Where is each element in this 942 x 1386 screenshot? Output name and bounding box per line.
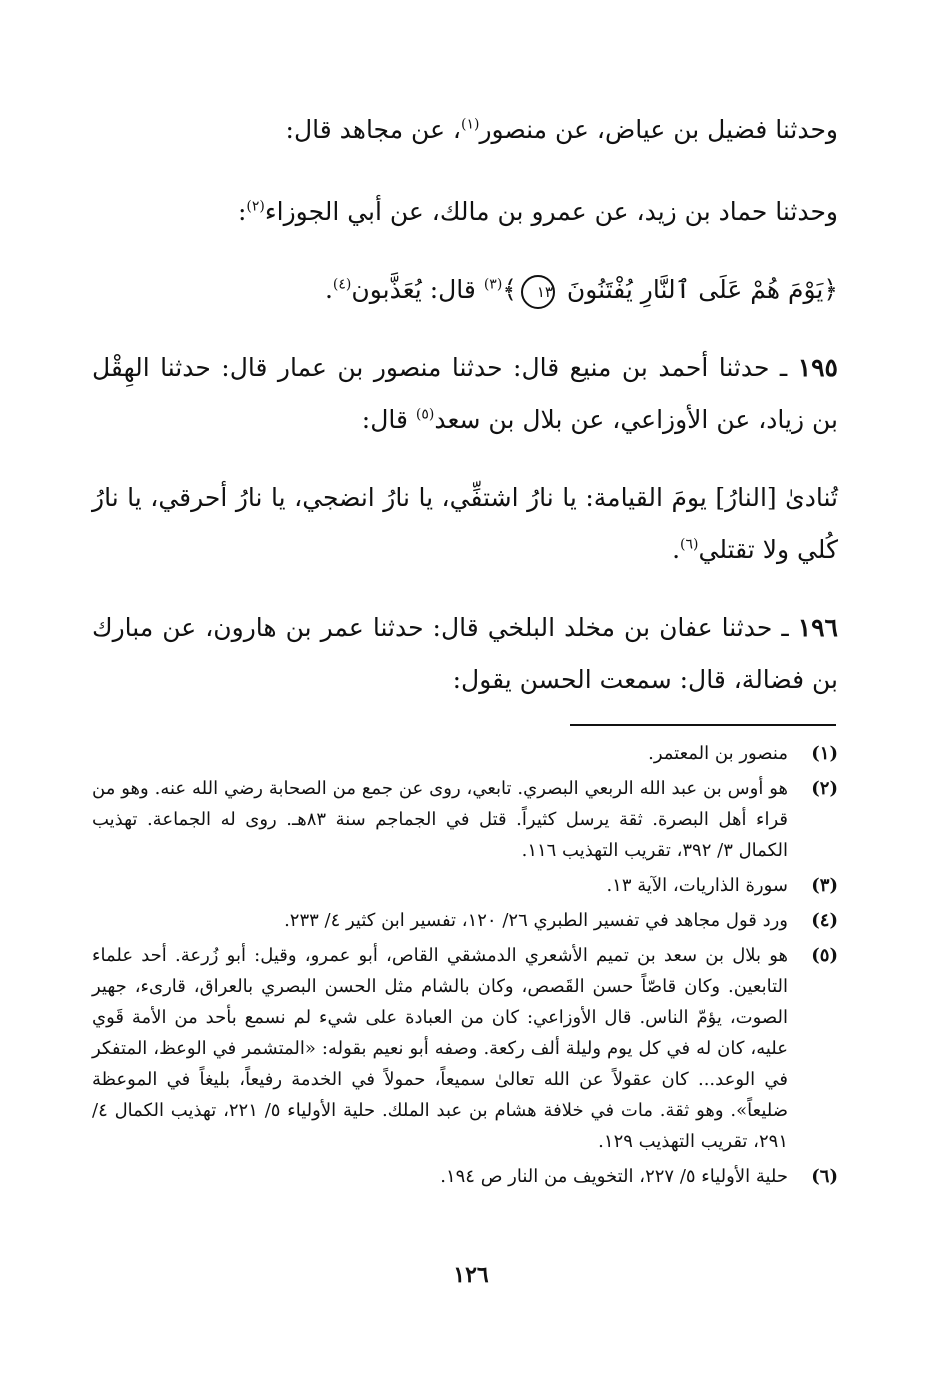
footnote-ref-1[interactable]: (١): [461, 116, 480, 133]
footnotes-list: [92, 738, 838, 1196]
footnote-separator: [570, 724, 836, 726]
footnote-ref-2[interactable]: (٢): [246, 198, 265, 215]
footnote-text: منصور بن المعتمر.: [648, 743, 788, 764]
footnote-ref-5[interactable]: (٥): [415, 406, 435, 423]
footnote-item: [92, 773, 838, 866]
footnote-item: [92, 1161, 838, 1192]
paragraph-hadith-195-matn: [92, 472, 838, 576]
footnote-ref-6[interactable]: (٦): [680, 536, 699, 553]
paragraph-chain-1: [92, 104, 838, 156]
hadith-number-196: ١٩٦: [797, 613, 838, 642]
footnote-mark: (٣): [811, 875, 838, 896]
quran-verse: ﴿يَوْمَ هُمْ عَلَى ٱلنَّارِ يُفْتَنُونَ: [566, 275, 838, 304]
paragraph-hadith-196: [92, 602, 838, 706]
hadith-195-text: تُنادىٰ [النارُ] يومَ القيامة: يا نارُ اشتفِّي، يا نارُ انضجي، يا نارُ أحرقي، يا نارُ كُلي ولا تقتلي: [92, 483, 838, 564]
footnote-mark: (٥): [811, 945, 838, 966]
verse-commentary: قال: يُعَذَّبون: [351, 275, 484, 304]
hadith-196-chain: ـ حدثنا عفان بن مخلد البلخي قال: حدثنا عمر بن هارون، عن مبارك بن فضالة، قال: سمعت الحسن يقول:: [92, 613, 838, 694]
footnote-item: [92, 940, 838, 1157]
paragraph-verse: [92, 264, 838, 316]
footnote-ref-4[interactable]: (٤): [332, 276, 352, 293]
footnote-item: [92, 738, 838, 769]
chain-1-text: وحدثنا فضيل بن عياض، عن منصور: [479, 115, 838, 144]
paragraph-hadith-195: [92, 342, 838, 446]
paragraph-chain-2: [92, 186, 838, 238]
verse-end: .: [324, 275, 333, 304]
hadith-195-end: قال:: [361, 405, 416, 434]
footnote-mark: (١): [811, 743, 838, 764]
footnote-text: حلية الأولياء ٥/ ٢٢٧، التخويف من النار ص ١٩٤.: [440, 1166, 788, 1187]
verse-number-marker: ١٣: [521, 275, 555, 309]
footnote-text: سورة الذاريات، الآية ١٣.: [606, 875, 788, 896]
footnote-text: هو أوس بن عبد الله الربعي البصري. تابعي، روى عن جمع من الصحابة رضي الله عنه. وهو من قراء أهل البصرة. ثقة يرسل كثيراً. قتل في الجماجم سنة ٨٣هـ. روى له الجماعة. تهذيب الكمال ٣/ ٣٩٢، تقريب التهذيب ١١٦.: [92, 778, 788, 861]
hadith-number-195: ١٩٥: [797, 353, 838, 382]
footnote-ref-3[interactable]: (٣): [483, 276, 503, 293]
hadith-195-text-end: .: [672, 535, 681, 564]
chain-2-end: :: [237, 197, 247, 226]
hadith-195-chain: ـ حدثنا أحمد بن منيع قال: حدثنا منصور بن عمار قال: حدثنا الهِقْل بن زياد، عن الأوزاعي، عن بلال بن سعد: [92, 353, 838, 434]
verse-close-bracket: ﴾: [502, 275, 517, 304]
footnote-text: هو بلال بن سعد بن تميم الأشعري الدمشقي القاص، أبو عمرو، وقيل: أبو زُرعة. أحد علماء التابعين. وكان قاصّاً حسن القَصص، وكان بالشام مثل الحسن البصري بالعراق، قارىء، جهير الصوت، يؤمّ الناس. قال الأوزاعي: كان من العبادة على شيء لم نسمع بأحد من الأمة قَوي عليه، كان له في كل يوم وليلة ألف ركعة. وصفه أبو نعيم بقوله: «المتشمر في الوعظ، المتفكر في الوعد... كان عقولاً عن الله تعالىٰ سميعاً، حمولاً في الخدمة رفيعاً، بليغاً في الموعظة ضليعاً». وهو ثقة. مات في خلافة هشام بن عبد الملك. حلية الأولياء ٥/ ٢٢١، تهذيب الكمال ٤/ ٢٩١، تقريب التهذيب ١٢٩.: [92, 945, 788, 1152]
footnote-text: ورد قول مجاهد في تفسير الطبري ٢٦/ ١٢٠، تفسير ابن كثير ٤/ ٢٣٣.: [284, 910, 788, 931]
footnote-item: [92, 905, 838, 936]
footnote-mark: (٦): [811, 1166, 838, 1187]
footnote-mark: (٢): [811, 778, 838, 799]
footnote-mark: (٤): [811, 910, 838, 931]
footnote-item: [92, 870, 838, 901]
chain-2-text: وحدثنا حماد بن زيد، عن عمرو بن مالك، عن أبي الجوزاء: [264, 197, 838, 226]
chain-1-end: ، عن مجاهد قال:: [285, 115, 461, 144]
page-number: ١٢٦: [453, 1262, 489, 1288]
